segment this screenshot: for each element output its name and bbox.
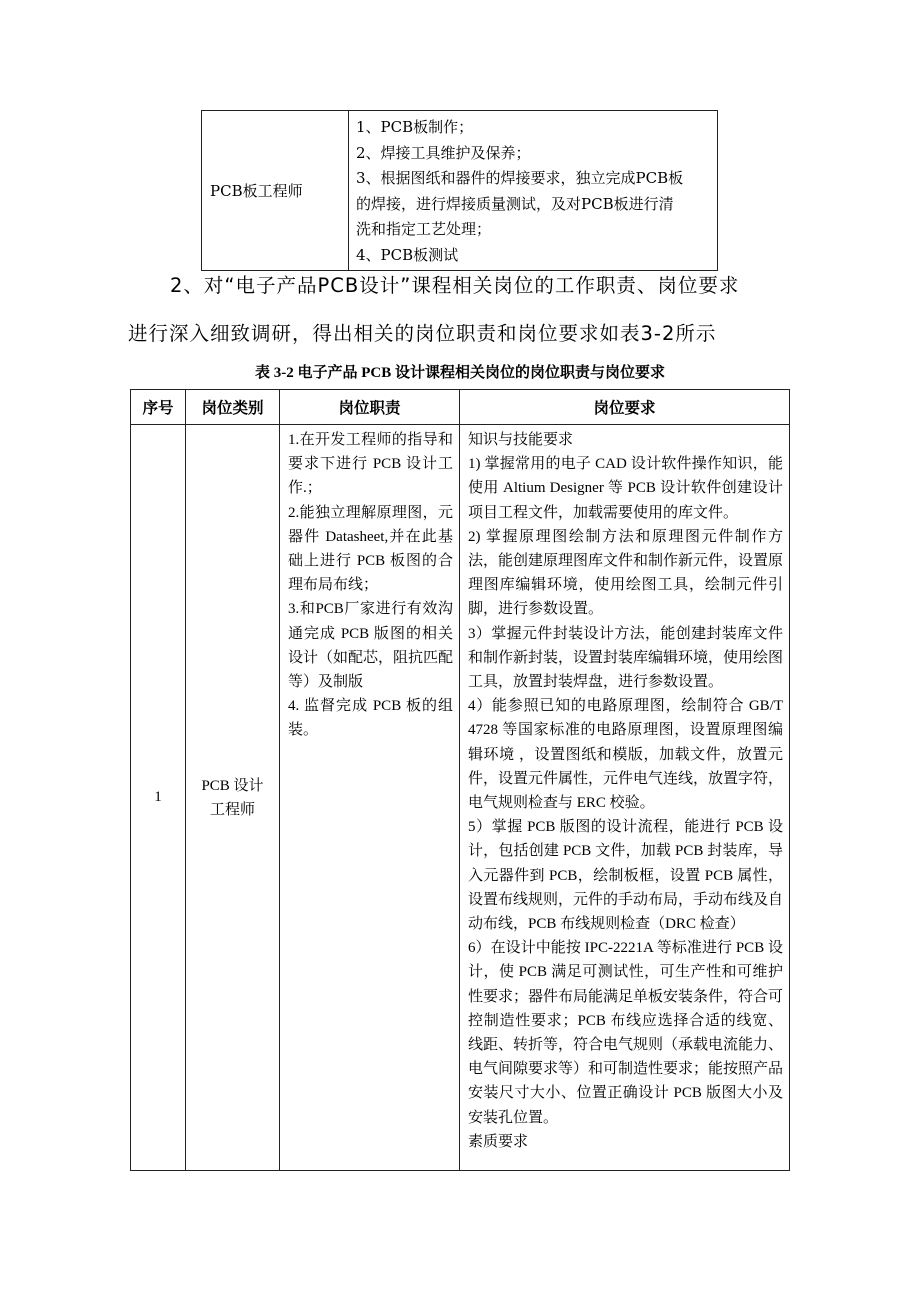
category-line: PCB 设计 [201, 777, 264, 794]
requirement-item: 6）在设计中能按 IPC-2221A 等标准进行 PCB 设计，使 PCB 满足可测试性，可生产性和可维护性要求；器件布局能满足单板安装条件，符合可控制造性要求；PCB 布线应选择合适的线宽、线距、转折等，符合电气规则（承载电流能力、电气间隙要求等）和可制造性要求；能按照产品安装尺寸大小、位置正确设计 PCB 版图大小及安装孔位置。 [468, 940, 784, 1126]
role-duties-cell [349, 111, 718, 271]
duty-item: 2.能独立理解原理图，元器件 Datasheet,并在此基础上进行 PCB 板图的合理布局布线； [288, 504, 453, 594]
role-name-cell [202, 111, 349, 271]
duty-item: 4. 监督完成 PCB 板的组装。 [288, 698, 453, 739]
table-header-row [131, 390, 790, 425]
duty-line: 洗和指定工艺处理； [356, 220, 492, 238]
requirement-heading: 素质要求 [468, 1133, 529, 1150]
header-category: 岗位类别 [186, 390, 280, 425]
duty-line: 3、根据图纸和器件的焊接要求，独立完成PCB板 [356, 169, 684, 187]
role-table-continuation [201, 110, 718, 271]
row-category [186, 425, 280, 1171]
duty-item: 1.在开发工程师的指导和要求下进行 PCB 设计工作.； [288, 432, 453, 497]
requirement-item: 2) 掌握原理图绘制方法和原理图元件制作方法，能创建原理图库文件和制作新元件，设置原理图库编辑环境，使用绘图工具，绘制元件引脚，进行参数设置。 [468, 528, 784, 618]
duty-line: 4、PCB板测试 [356, 245, 459, 264]
job-requirements-table [130, 389, 790, 1171]
paragraph-line-1: 2、对“电子产品PCB设计”课程相关岗位的工作职责、岗位要求 [170, 274, 740, 297]
requirement-item: 4）能参照已知的电路原理图，绘制符合 GB/T 4728 等国家标准的电路原理图，设置原理图编辑环境 ，设置图纸和模版，加载文件，放置元件，设置元件属性，元件电气连线，放置字符，电气规则检查与 ERC 校验。 [468, 698, 784, 812]
duty-line: 的焊接，进行焊接质量测试，及对PCB板进行清 [356, 194, 674, 213]
duty-item: 3.和PCB厂家进行有效沟通完成 PCB 版图的相关设计（如配芯，阻抗匹配等）及制版 [288, 601, 454, 691]
category-line: 工程师 [209, 801, 255, 818]
header-duties: 岗位职责 [280, 390, 460, 425]
duty-line: 1、PCB板制作； [356, 118, 474, 136]
role-name: PCB板工程师 [210, 182, 303, 200]
row-number: 1 [131, 425, 186, 1171]
row-duties [280, 425, 460, 1171]
requirement-heading: 知识与技能要求 [468, 432, 574, 448]
table-caption: 表 3-2 电子产品 PCB 设计课程相关岗位的岗位职责与岗位要求 [255, 365, 665, 381]
paragraph-line-2: 进行深入细致调研，得出相关的岗位职责和岗位要求如表3-2所示 [128, 322, 717, 345]
table-row [131, 425, 790, 1171]
requirement-item: 3）掌握元件封装设计方法，能创建封装库文件和制作新封装，设置封装库编辑环境，使用绘图工具，放置封装焊盘，进行参数设置。 [468, 625, 784, 691]
requirement-item: 1) 掌握常用的电子 CAD 设计软件操作知识，能使用 Altium Designer 等 PCB 设计软件创建设计项目工程文件，加载需要使用的库文件。 [468, 456, 783, 521]
header-requirements: 岗位要求 [460, 390, 790, 425]
requirement-item: 5）掌握 PCB 版图的设计流程，能进行 PCB 设计，包括创建 PCB 文件，加载 PCB 封装库，导入元器件到 PCB，绘制板框，设置 PCB 属性，设置布线规则，元件的手动布局，手动布线及自动布线，PCB 布线规则检查（DRC 检查） [468, 819, 784, 933]
duty-line: 2、焊接工具维护及保养； [356, 143, 531, 162]
header-no: 序号 [131, 390, 186, 425]
row-requirements [460, 425, 790, 1171]
